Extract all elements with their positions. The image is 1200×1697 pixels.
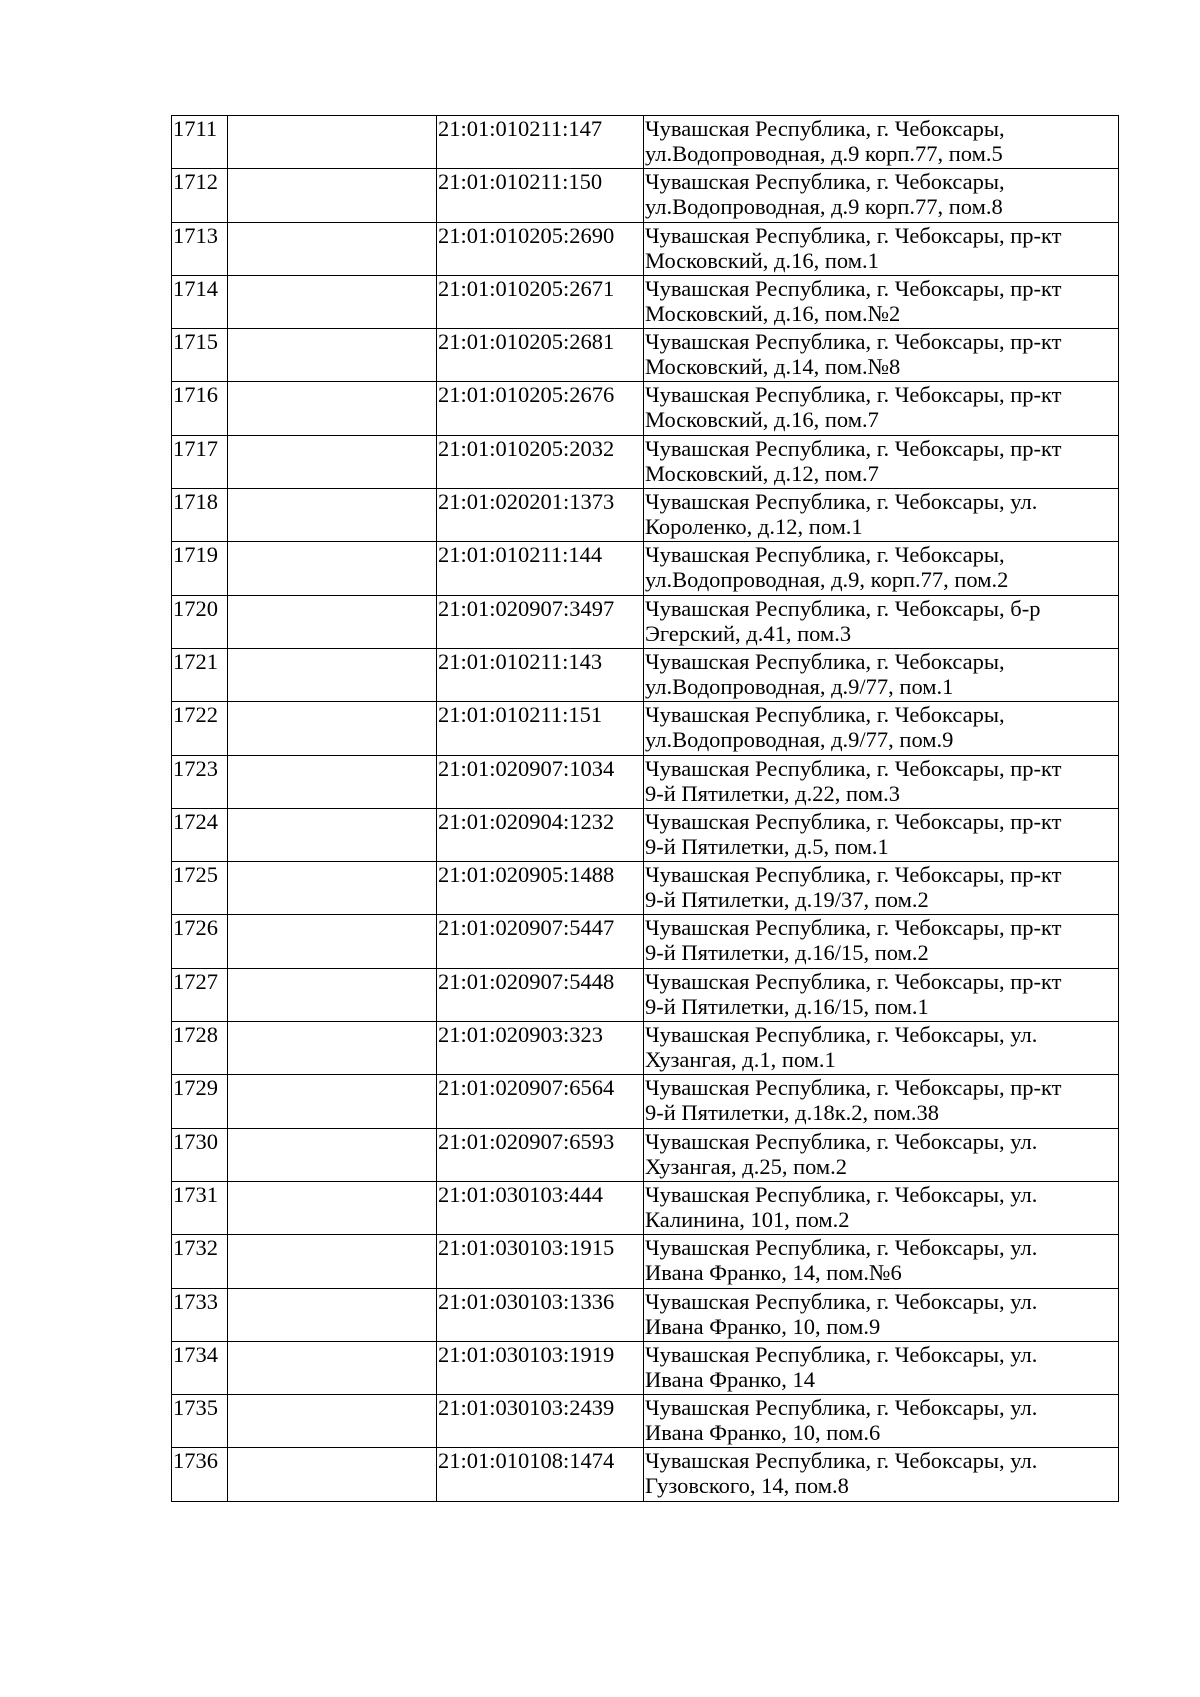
cadastral-number-cell: 21:01:030103:1919 (437, 1341, 644, 1394)
row-number-cell: 1723 (172, 755, 228, 808)
row-number-cell: 1729 (172, 1075, 228, 1128)
address-line: 9-й Пятилетки, д.22, пом.3 (645, 780, 900, 806)
table-row (172, 275, 1119, 328)
row-number-cell: 1728 (172, 1022, 228, 1075)
address-line: 9-й Пятилетки, д.16/15, пом.2 (645, 940, 929, 966)
object-name-cell (228, 116, 437, 169)
address-line: 9-й Пятилетки, д.16/15, пом.1 (645, 993, 929, 1019)
row-number-cell: 1726 (172, 915, 228, 968)
table-row (172, 968, 1119, 1021)
table-row (172, 489, 1119, 542)
table-row (172, 595, 1119, 648)
address-line: Московский, д.16, пом.1 (645, 247, 879, 273)
address-cell (644, 169, 1119, 222)
row-number-cell: 1733 (172, 1288, 228, 1341)
address-line: Московский, д.16, пом.7 (645, 407, 879, 433)
table-row (172, 1075, 1119, 1128)
cadastral-number-cell: 21:01:010205:2671 (437, 275, 644, 328)
row-number-cell: 1736 (172, 1448, 228, 1501)
cadastral-number-cell: 21:01:030103:1915 (437, 1235, 644, 1288)
address-line: Чувашская Республика, г. Чебоксары, (645, 116, 1005, 141)
row-number-cell: 1712 (172, 169, 228, 222)
row-number-cell: 1727 (172, 968, 228, 1021)
address-line: Чувашская Республика, г. Чебоксары, пр-кт (645, 382, 1062, 408)
object-name-cell (228, 702, 437, 755)
object-name-cell (228, 595, 437, 648)
object-name-cell (228, 1395, 437, 1448)
table-row (172, 542, 1119, 595)
address-line: ул.Водопроводная, д.9 корп.77, пом.8 (645, 194, 1003, 220)
address-cell (644, 542, 1119, 595)
object-name-cell (228, 382, 437, 435)
address-cell (644, 489, 1119, 542)
object-name-cell (228, 329, 437, 382)
address-line: Чувашская Республика, г. Чебоксары, ул. (645, 1235, 1038, 1261)
cadastral-number-cell: 21:01:020907:3497 (437, 595, 644, 648)
object-name-cell (228, 1341, 437, 1394)
table-row (172, 382, 1119, 435)
address-line: Ивана Франко, 10, пом.6 (645, 1420, 881, 1446)
address-line: Хузангая, д.1, пом.1 (645, 1047, 836, 1073)
row-number-cell: 1720 (172, 595, 228, 648)
row-number-cell: 1721 (172, 648, 228, 701)
cadastral-number-cell: 21:01:030103:2439 (437, 1395, 644, 1448)
address-line: Чувашская Республика, г. Чебоксары, пр-кт (645, 329, 1062, 355)
address-line: Чувашская Республика, г. Чебоксары, (645, 648, 1005, 674)
table-row (172, 435, 1119, 488)
table-row (172, 1128, 1119, 1181)
row-number-cell: 1713 (172, 222, 228, 275)
address-line: 9-й Пятилетки, д.18к.2, пом.38 (645, 1100, 940, 1126)
address-line: Чувашская Республика, г. Чебоксары, ул. (645, 1448, 1038, 1474)
address-cell (644, 329, 1119, 382)
address-cell (644, 275, 1119, 328)
object-name-cell (228, 862, 437, 915)
cadastral-number-cell: 21:01:020907:5448 (437, 968, 644, 1021)
cadastral-number-cell: 21:01:020905:1488 (437, 862, 644, 915)
address-cell (644, 1128, 1119, 1181)
row-number-cell: 1717 (172, 435, 228, 488)
table-row (172, 755, 1119, 808)
cadastral-number-cell: 21:01:010211:151 (437, 702, 644, 755)
object-name-cell (228, 542, 437, 595)
table-row (172, 1341, 1119, 1394)
row-number-cell: 1725 (172, 862, 228, 915)
address-line: Московский, д.14, пом.№8 (645, 354, 901, 380)
address-line: Эгерский, д.41, пом.3 (645, 620, 852, 646)
row-number-cell: 1734 (172, 1341, 228, 1394)
table-row (172, 862, 1119, 915)
object-name-cell (228, 808, 437, 861)
address-cell (644, 915, 1119, 968)
address-line: Чувашская Республика, г. Чебоксары, пр-кт (645, 1075, 1062, 1101)
table-row (172, 1235, 1119, 1288)
address-cell (644, 1288, 1119, 1341)
table-row (172, 116, 1119, 169)
address-line: 9-й Пятилетки, д.5, пом.1 (645, 833, 889, 859)
address-line: Чувашская Республика, г. Чебоксары, ул. (645, 1181, 1038, 1207)
address-line: Чувашская Республика, г. Чебоксары, ул. (645, 1395, 1038, 1421)
address-line: ул.Водопроводная, д.9, корп.77, пом.2 (645, 567, 1009, 593)
address-cell (644, 1022, 1119, 1075)
object-name-cell (228, 275, 437, 328)
address-line: Хузангая, д.25, пом.2 (645, 1153, 848, 1179)
address-cell (644, 1181, 1119, 1234)
address-line: ул.Водопроводная, д.9/77, пом.1 (645, 673, 954, 699)
address-line: Московский, д.16, пом.№2 (645, 300, 901, 326)
address-line: Чувашская Республика, г. Чебоксары, пр-кт (645, 275, 1062, 301)
row-number-cell: 1735 (172, 1395, 228, 1448)
object-name-cell (228, 1448, 437, 1501)
cadastral-number-cell: 21:01:020907:1034 (437, 755, 644, 808)
object-name-cell (228, 435, 437, 488)
address-line: ул.Водопроводная, д.9 корп.77, пом.5 (645, 141, 1003, 166)
address-cell (644, 1075, 1119, 1128)
object-name-cell (228, 1075, 437, 1128)
table-row (172, 329, 1119, 382)
table-row (172, 222, 1119, 275)
table-row (172, 702, 1119, 755)
cadastral-number-cell: 21:01:010205:2681 (437, 329, 644, 382)
address-line: Чувашская Республика, г. Чебоксары, пр-кт (645, 808, 1062, 834)
address-line: Ивана Франко, 14 (645, 1366, 816, 1392)
address-cell (644, 862, 1119, 915)
address-cell (644, 702, 1119, 755)
address-line: Чувашская Республика, г. Чебоксары, ул. (645, 1128, 1038, 1154)
row-number-cell: 1730 (172, 1128, 228, 1181)
object-name-cell (228, 755, 437, 808)
address-line: Чувашская Республика, г. Чебоксары, ул. (645, 489, 1038, 515)
object-name-cell (228, 222, 437, 275)
table-row (172, 648, 1119, 701)
address-line: Чувашская Республика, г. Чебоксары, б-р (645, 595, 1041, 621)
cadastral-number-cell: 21:01:020907:6593 (437, 1128, 644, 1181)
table-row (172, 1022, 1119, 1075)
address-cell (644, 116, 1119, 169)
cadastral-number-cell: 21:01:020201:1373 (437, 489, 644, 542)
address-line: Чувашская Республика, г. Чебоксары, пр-кт (645, 435, 1062, 461)
object-name-cell (228, 1128, 437, 1181)
cadastral-number-cell: 21:01:030103:444 (437, 1181, 644, 1234)
address-line: Чувашская Республика, г. Чебоксары, (645, 542, 1005, 568)
address-cell (644, 1395, 1119, 1448)
object-name-cell (228, 648, 437, 701)
table-row (172, 1448, 1119, 1501)
row-number-cell: 1732 (172, 1235, 228, 1288)
cadastral-number-cell: 21:01:010211:147 (437, 116, 644, 169)
address-cell (644, 808, 1119, 861)
object-name-cell (228, 1181, 437, 1234)
table-row (172, 1395, 1119, 1448)
object-name-cell (228, 1022, 437, 1075)
row-number-cell: 1714 (172, 275, 228, 328)
table-row (172, 915, 1119, 968)
address-line: Чувашская Республика, г. Чебоксары, (645, 702, 1005, 728)
cadastral-number-cell: 21:01:020907:6564 (437, 1075, 644, 1128)
object-name-cell (228, 968, 437, 1021)
table-row (172, 169, 1119, 222)
cadastral-number-cell: 21:01:020904:1232 (437, 808, 644, 861)
address-line: Чувашская Республика, г. Чебоксары, пр-кт (645, 222, 1062, 248)
row-number-cell: 1718 (172, 489, 228, 542)
address-line: Гузовского, 14, пом.8 (645, 1473, 849, 1499)
cadastral-number-cell: 21:01:010205:2676 (437, 382, 644, 435)
address-line: Чувашская Республика, г. Чебоксары, пр-кт (645, 915, 1062, 941)
cadastral-number-cell: 21:01:010205:2032 (437, 435, 644, 488)
row-number-cell: 1719 (172, 542, 228, 595)
row-number-cell: 1711 (172, 116, 228, 169)
address-cell (644, 595, 1119, 648)
row-number-cell: 1722 (172, 702, 228, 755)
address-line: Чувашская Республика, г. Чебоксары, ул. (645, 1341, 1038, 1367)
row-number-cell: 1731 (172, 1181, 228, 1234)
row-number-cell: 1724 (172, 808, 228, 861)
cadastral-number-cell: 21:01:010211:150 (437, 169, 644, 222)
address-line: Чувашская Республика, г. Чебоксары, (645, 169, 1005, 195)
address-line: Чувашская Республика, г. Чебоксары, пр-кт (645, 755, 1062, 781)
cadastral-number-cell: 21:01:010108:1474 (437, 1448, 644, 1501)
row-number-cell: 1715 (172, 329, 228, 382)
address-line: Чувашская Республика, г. Чебоксары, пр-кт (645, 968, 1062, 994)
cadastral-number-cell: 21:01:010205:2690 (437, 222, 644, 275)
property-registry-table (171, 115, 1119, 1502)
address-line: Короленко, д.12, пом.1 (645, 514, 863, 540)
object-name-cell (228, 1235, 437, 1288)
address-cell (644, 648, 1119, 701)
address-line: Чувашская Республика, г. Чебоксары, ул. (645, 1022, 1038, 1048)
address-line: Чувашская Республика, г. Чебоксары, пр-кт (645, 862, 1062, 888)
address-line: Чувашская Республика, г. Чебоксары, ул. (645, 1288, 1038, 1314)
address-line: 9-й Пятилетки, д.19/37, пом.2 (645, 887, 929, 913)
address-cell (644, 222, 1119, 275)
table-row (172, 1181, 1119, 1234)
cadastral-number-cell: 21:01:020907:5447 (437, 915, 644, 968)
address-cell (644, 382, 1119, 435)
address-cell (644, 1235, 1119, 1288)
address-line: ул.Водопроводная, д.9/77, пом.9 (645, 727, 954, 753)
address-cell (644, 1341, 1119, 1394)
registry-table-body (172, 116, 1119, 1502)
object-name-cell (228, 169, 437, 222)
cadastral-number-cell: 21:01:030103:1336 (437, 1288, 644, 1341)
object-name-cell (228, 915, 437, 968)
address-cell (644, 755, 1119, 808)
row-number-cell: 1716 (172, 382, 228, 435)
cadastral-number-cell: 21:01:020903:323 (437, 1022, 644, 1075)
object-name-cell (228, 1288, 437, 1341)
table-row (172, 808, 1119, 861)
cadastral-number-cell: 21:01:010211:143 (437, 648, 644, 701)
address-line: Ивана Франко, 14, пом.№6 (645, 1260, 902, 1286)
address-line: Московский, д.12, пом.7 (645, 460, 879, 486)
address-cell (644, 435, 1119, 488)
cadastral-number-cell: 21:01:010211:144 (437, 542, 644, 595)
table-row (172, 1288, 1119, 1341)
address-cell (644, 1448, 1119, 1501)
address-cell (644, 968, 1119, 1021)
address-line: Ивана Франко, 10, пом.9 (645, 1313, 881, 1339)
object-name-cell (228, 489, 437, 542)
address-line: Калинина, 101, пом.2 (645, 1206, 850, 1232)
